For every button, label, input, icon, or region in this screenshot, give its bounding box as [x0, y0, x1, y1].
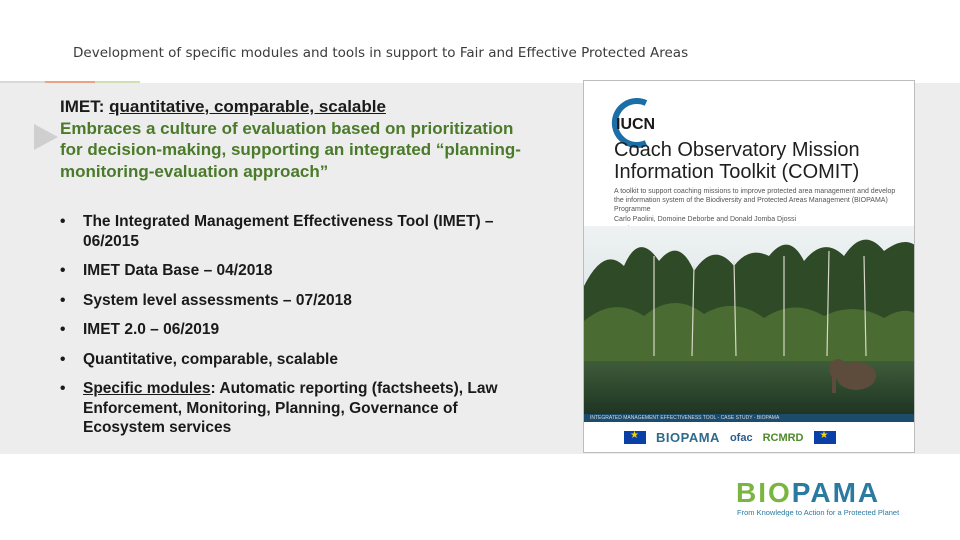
ofac-logo: ofac — [729, 431, 753, 444]
eu-flag-icon — [814, 431, 836, 444]
list-item: • The Integrated Management Effectiveness Tool (IMET) – 06/2015 — [60, 213, 494, 250]
cover-partner-logos — [584, 422, 915, 453]
list-item: • Specific modules: Automatic reporting (factsheets), Law Enforcement, Monitoring, Planning, Governance of Ecosystem services — [60, 380, 498, 436]
forest-elephant-photo — [584, 226, 915, 414]
lead-underlined: quantitative, comparable, scalable — [109, 97, 386, 116]
lead-paragraph — [60, 96, 530, 182]
bullet-underlined: Specific modules — [83, 380, 211, 397]
page-title: Development of specific modules and tools in support to Fair and Effective Protected Areas — [73, 45, 689, 61]
bullet-dot: • — [60, 350, 66, 368]
cover-title: Coach Observatory Mission Information Toolkit (COMIT) — [614, 139, 860, 183]
document-cover-image — [583, 80, 915, 453]
cover-subtitle: A toolkit to support coaching missions to improve protected area management and develop the information system of the Biodiversity and Protected Areas Management (BIOPAMA) Programme Carlo Paolini, Domoine Deborbe and Donald Jomba Djossi — [614, 187, 904, 234]
list-item: • System level assessments – 07/2018 — [60, 291, 352, 309]
biopama-logo — [736, 478, 906, 526]
eu-flag-icon — [624, 431, 646, 444]
bullet-dot: • — [60, 291, 66, 309]
iucn-logo-text: IUCN — [616, 116, 656, 133]
cover-biopama-logo: BIOPAMA — [656, 430, 720, 445]
list-item: • IMET 2.0 – 06/2019 — [60, 321, 220, 338]
cover-caption: INTEGRATED MANAGEMENT EFFECTIVENESS TOOL - CASE STUDY - BIOPAMA — [584, 414, 915, 422]
lead-prefix: IMET: — [60, 97, 110, 116]
bullet-dot: • — [60, 321, 66, 338]
cover-authors: Carlo Paolini, Domoine Deborbe and Donald Jomba Djossi — [614, 216, 797, 223]
biopama-wordmark: BIOPAMA — [736, 477, 881, 508]
biopama-tagline: From Knowledge to Action for a Protected Planet — [737, 508, 900, 517]
rcmrd-logo: RCMRD — [762, 431, 804, 444]
bullet-dot: • — [60, 262, 66, 279]
list-item: • IMET Data Base – 04/2018 — [60, 262, 273, 279]
bullet-dot: • — [60, 213, 66, 230]
header-band — [0, 0, 960, 80]
list-item: • Quantitative, comparable, scalable — [60, 350, 338, 368]
bullet-list — [60, 212, 520, 448]
bullet-dot: • — [60, 380, 66, 397]
lead-text: Embraces a culture of evaluation based on prioritization for decision-making, supporting an integrated “planning-monitoring-evaluation approach” — [60, 118, 521, 181]
play-arrow-icon — [34, 124, 58, 150]
